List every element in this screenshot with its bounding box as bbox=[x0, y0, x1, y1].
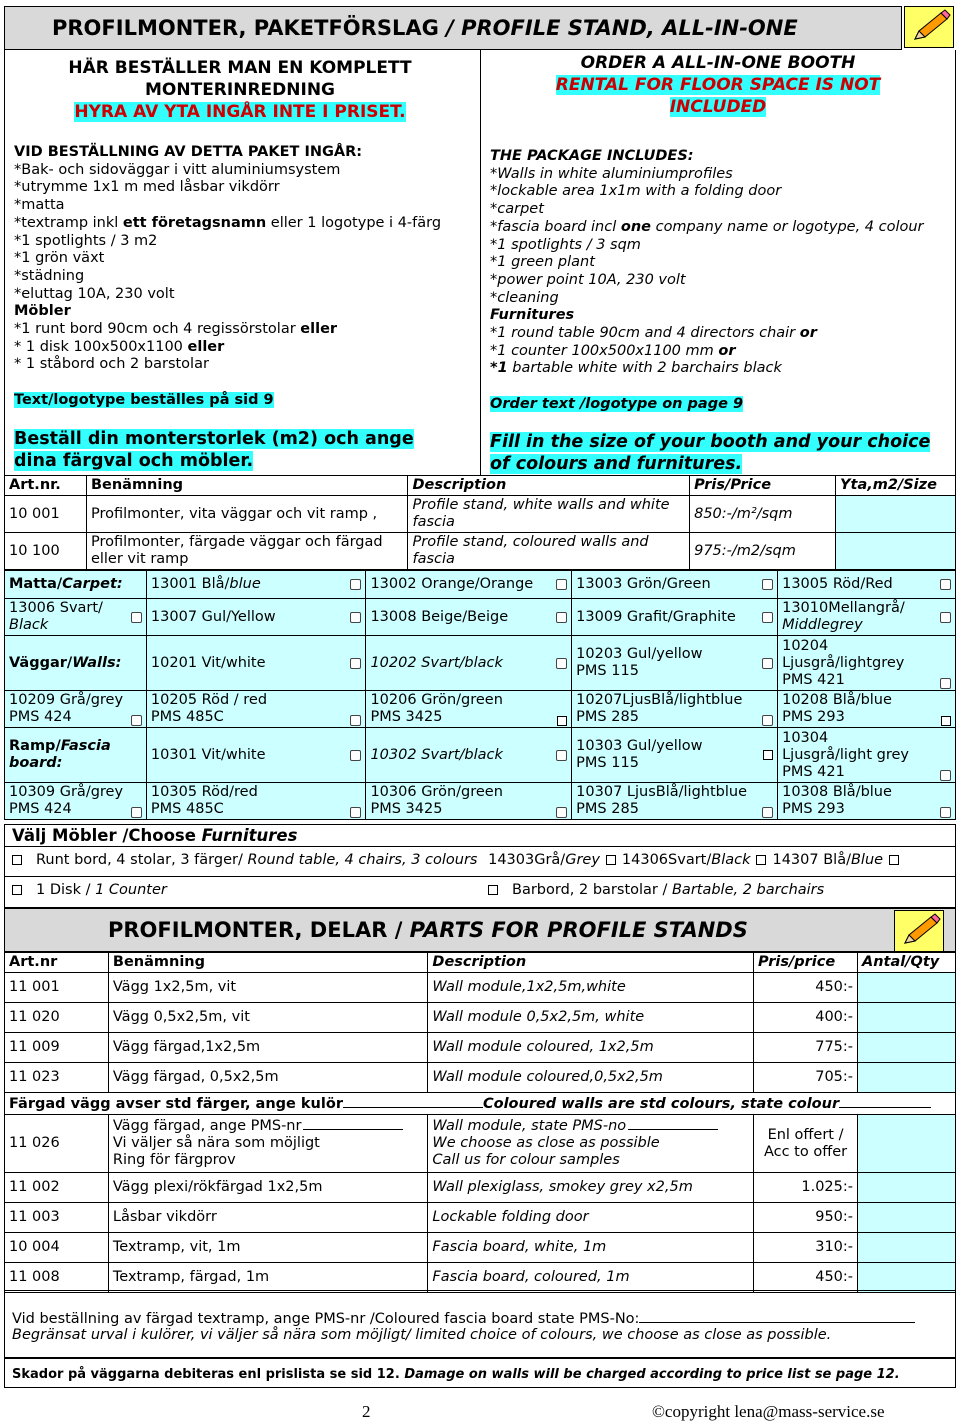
table-row: 11 020 Vägg 0,5x2,5m, vit Wall module 0,5x2,5m, white 400:- bbox=[5, 1003, 956, 1033]
size-input[interactable] bbox=[836, 496, 956, 533]
checkbox[interactable] bbox=[763, 750, 773, 760]
parts-title: PROFILMONTER, DELAR / PARTS FOR PROFILE STANDS bbox=[108, 918, 748, 942]
column-divider bbox=[480, 50, 481, 475]
checkbox[interactable] bbox=[556, 807, 567, 818]
checkbox[interactable] bbox=[350, 579, 361, 590]
table-row: 11 002 Vägg plexi/rökfärgad 1x2,5m Wall plexiglass, smokey grey x2,5m 1.025:- bbox=[5, 1173, 956, 1203]
copyright: ©copyright lena@mass-service.se bbox=[652, 1402, 885, 1421]
title-sv: PROFILMONTER, PAKETFÖRSLAG bbox=[52, 16, 439, 40]
table-row: 10 004 Textramp, vit, 1m Fascia board, white, 1m 310:- bbox=[5, 1233, 956, 1263]
qty-input[interactable] bbox=[858, 1033, 956, 1063]
checkbox[interactable] bbox=[350, 750, 361, 761]
note-limited-colours: Begränsat urval i kulörer, vi väljer så nära som möjligt/ limited choice of colours, we choose as close as possible. bbox=[12, 1327, 832, 1343]
checkbox[interactable] bbox=[762, 612, 773, 623]
furniture-option-counter: 1 Disk / 1 Counter bbox=[12, 882, 167, 900]
checkbox[interactable] bbox=[606, 855, 616, 865]
checkbox[interactable] bbox=[131, 612, 142, 623]
package-sv: VID BESTÄLLNING AV DETTA PAKET INGÅR: *Bak- och sidoväggar i vitt aluminiumsystem *utrymme 1x1 m med låsbar vikdörr *matta *textramp inkl ett företagsnamn eller 1 logotype i 4-färg *1 spotlights / 3 m2 *1 grön växt *städning *eluttag 10A, 230 volt Möbler *1 runt bord 90cm och 4 regissörstolar eller * 1 disk 100x500x1100 eller * 1 ståbord och 2 barstolar bbox=[14, 144, 442, 373]
furniture-option-round-table: Runt bord, 4 stolar, 3 färger/ Round table, 4 chairs, 3 colours 14303Grå/Grey 14306Svart/Black 14307 Blå/Blue bbox=[12, 852, 905, 870]
table-row: 11 023 Vägg färgad, 0,5x2,5m Wall module coloured,0,5x2,5m 705:- bbox=[5, 1063, 956, 1093]
checkbox[interactable] bbox=[12, 885, 22, 895]
checkbox[interactable] bbox=[556, 750, 567, 761]
qty-input[interactable] bbox=[858, 1173, 956, 1203]
package-en: THE PACKAGE INCLUDES: *Walls in white aluminiumprofiles *lockable area 1x1m with a folding door *carpet *fascia board incl one company name or logotype, 4 colour *1 spotlights / 3 sqm *1 green plant *power point 10A, 230 volt *cleaning Furnitures *1 round table 90cm and 4 directors chair or *1 counter 100x500x1100 mm or *1 bartable white with 2 barchairs black bbox=[490, 148, 924, 377]
intro-en: ORDER A ALL-IN-ONE BOOTH RENTAL FOR FLOOR SPACE IS NOT INCLUDED bbox=[555, 53, 881, 117]
checkbox[interactable] bbox=[762, 579, 773, 590]
checkbox[interactable] bbox=[556, 612, 567, 623]
title-en: / PROFILE STAND, ALL-IN-ONE bbox=[438, 16, 798, 40]
checkbox[interactable] bbox=[889, 855, 899, 865]
furniture-divider-1 bbox=[4, 846, 956, 847]
checkbox[interactable] bbox=[350, 807, 361, 818]
qty-input[interactable] bbox=[858, 1233, 956, 1263]
color-table: Matta/Carpet: 13001 Blå/blue 13002 Orange/Orange 13003 Grön/Green 13005 Röd/Red 13006 Svart/ Black 13007 Gul/Yellow 13008 Beige/Beige 13009 Grafit/Graphite 13010Mellangrå/ Middlegrey Väggar/Walls: 10201 Vit/white 10202 Svart/black 10203 Gul/yellow PMS 115 10204 Ljusgrå/lightgrey PMS 421 10209 Grå/grey PMS 424 10205 Röd / red PMS 485C 10206 Grön/green PMS 3425 10207LjusBlå/lightblue PMS 285 10208 Blå/blue PMS 293 Ramp/Fascia board: 10301 Vit/white 10302 Svart/black 10303 Gul/yellow PMS 115 10304 Ljusgrå/light grey PMS 421 10309 Grå/grey PMS 424 10305 Röd/red PMS 485C 10306 Grön/green PMS 3425 10307 LjusBlå/lightblue PMS 285 10308 Blå/blue PMS 293 bbox=[4, 570, 956, 820]
fill-in-en: Fill in the size of your booth and your choice of colours and furnitures. bbox=[490, 432, 931, 474]
table-row: 11 001 Vägg 1x2,5m, vit Wall module,1x2,5m,white 450:- bbox=[5, 973, 956, 1003]
size-input[interactable] bbox=[836, 533, 956, 570]
table-row: 11 026 Vägg färgad, ange PMS-nr Vi väljer så nära som möjligt Ring för färgprov Wall module, state PMS-no We choose as close as possible Call us for colour samples Enl offert / Acc to offer bbox=[5, 1115, 956, 1173]
table-row: 11 009 Vägg färgad,1x2,5m Wall module coloured, 1x2,5m 775:- bbox=[5, 1033, 956, 1063]
damage-note: Skador på väggarna debiteras enl prislista se sid 12. Damage on walls will be charged according to price list se page 12. bbox=[12, 1367, 900, 1382]
parts-table: Art.nr Benämning Description Pris/price Antal/Qty 11 001 Vägg 1x2,5m, vit Wall module,1x2,5m,white 450:- 11 020 Vägg 0,5x2,5m, vit Wall module 0,5x2,5m, white 400:- 11 009 Vägg färgad,1x2,5m Wall module coloured, 1x2,5m 775:- 11 023 Vägg färgad, 0,5x2,5m Wall module coloured,0,5x2,5m 705:- Färgad vägg avser std färger, ange kulör Coloured walls are std colours, state colour 11 026 Vägg färgad, ange PMS-nr Vi väljer så nära som möjligt Ring för färgprov Wall module, state PMS-no We choose as close as possible Call us for colour samples Enl offert / Acc to offer 11 002 Vägg plexi/rökfärgad 1x2,5m Wall plexiglass, smokey grey x2,5m 1.025:- 11 003 Låsbar vikdörr Lockable folding door 950:- 10 004 Textramp, vit, 1m Fascia board, white, 1m 310:- 11 008 Textramp, färgad, 1m Fascia board, coloured, 1m 450:- bbox=[4, 952, 956, 1293]
pencil-icon bbox=[904, 6, 954, 48]
table-row: 11 003 Låsbar vikdörr Lockable folding door 950:- bbox=[5, 1203, 956, 1233]
page-title bbox=[52, 14, 798, 42]
checkbox[interactable] bbox=[557, 716, 567, 726]
checkbox[interactable] bbox=[940, 807, 951, 818]
furniture-option-bartable: Barbord, 2 barstolar / Bartable, 2 barchairs bbox=[488, 882, 824, 900]
checkbox[interactable] bbox=[556, 579, 567, 590]
checkbox[interactable] bbox=[131, 715, 142, 726]
table-row: 11 008 Textramp, färgad, 1m Fascia board, coloured, 1m 450:- bbox=[5, 1263, 956, 1293]
qty-input[interactable] bbox=[858, 1063, 956, 1093]
checkbox[interactable] bbox=[756, 855, 766, 865]
table-row: 10 001 Profilmonter, vita väggar och vit ramp , Profile stand, white walls and white fascia 850:-/m²/sqm bbox=[5, 496, 956, 533]
checkbox[interactable] bbox=[940, 678, 951, 689]
table-row: 10 100 Profilmonter, färgade väggar och färgad eller vit ramp Profile stand, coloured walls and fascia 975:-/m2/sqm bbox=[5, 533, 956, 570]
checkbox[interactable] bbox=[940, 770, 951, 781]
page-number: 2 bbox=[362, 1402, 371, 1421]
qty-input[interactable] bbox=[858, 973, 956, 1003]
fill-in-sv: Beställ din monterstorlek (m2) och ange dina färgval och möbler. bbox=[14, 429, 414, 471]
checkbox[interactable] bbox=[556, 658, 567, 669]
text-order-en: Order text /logotype on page 9 bbox=[490, 396, 744, 412]
checkbox[interactable] bbox=[131, 807, 142, 818]
intro-sv: HÄR BESTÄLLER MAN EN KOMPLETT MONTERINREDNING HYRA AV YTA INGÅR INTE I PRISET. bbox=[68, 58, 412, 122]
checkbox[interactable] bbox=[940, 612, 951, 623]
stand-table: Art.nr. Benämning Description Pris/Price Yta,m2/Size 10 001 Profilmonter, vita väggar och vit ramp , Profile stand, white walls and white fascia 850:-/m²/sqm 10 100 Profilmonter, färgade väggar och färgad eller vit ramp Profile stand, coloured walls and fascia 975:-/m2/sqm bbox=[4, 475, 956, 570]
qty-input[interactable] bbox=[858, 1263, 956, 1293]
checkbox[interactable] bbox=[350, 715, 361, 726]
checkbox[interactable] bbox=[941, 716, 951, 726]
furniture-divider-2 bbox=[4, 876, 956, 877]
checkbox[interactable] bbox=[350, 612, 361, 623]
checkbox[interactable] bbox=[488, 885, 498, 895]
qty-input[interactable] bbox=[858, 1203, 956, 1233]
checkbox[interactable] bbox=[350, 658, 361, 669]
checkbox[interactable] bbox=[762, 807, 773, 818]
checkbox[interactable] bbox=[762, 715, 773, 726]
checkbox[interactable] bbox=[12, 855, 22, 865]
qty-input[interactable] bbox=[858, 1003, 956, 1033]
pencil-icon bbox=[894, 910, 944, 952]
qty-input[interactable] bbox=[858, 1115, 956, 1173]
checkbox[interactable] bbox=[940, 579, 951, 590]
note-fascia-pms: Vid beställning av färgad textramp, ange PMS-nr /Coloured fascia board state PMS-No: bbox=[12, 1310, 915, 1329]
checkbox[interactable] bbox=[762, 658, 773, 669]
furniture-heading: Välj Möbler /Choose Furnitures bbox=[12, 826, 298, 845]
text-order-sv: Text/logotype beställes på sid 9 bbox=[14, 392, 274, 408]
